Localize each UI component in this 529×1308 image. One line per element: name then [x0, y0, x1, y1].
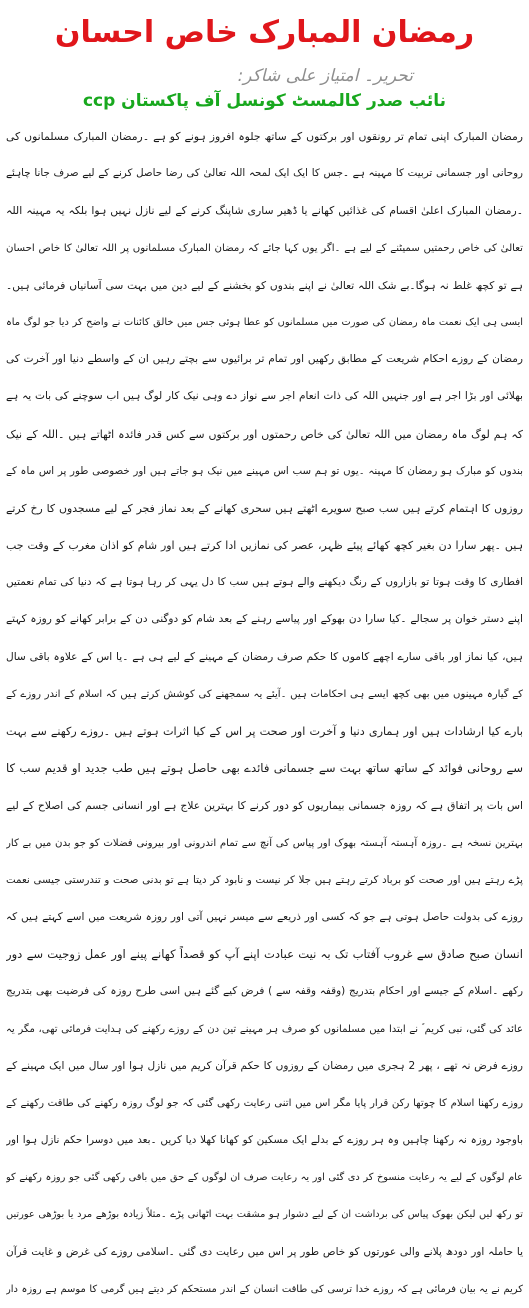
article-body-line: یا حاملہ اور دودھ پلانے والی عورتوں کو خاص طور پر اس میں رعایت دی گئی ۔اسلامی روزے کی غرض و غایت قرآن — [6, 1245, 523, 1258]
article-body-line: تو رکھ لیں لیکن بھوک پیاس کی برداشت ان کے لیے دشوار ہو مشقت بہت اٹھانی پڑے ۔مثلاً زیادہ بوڑھے مرد یا بوڑھی عورتیں — [6, 1209, 523, 1221]
article-body-line: بھلائی اور بڑا اجر ہے اور جنہیں اللہ کی ذات انعام اجر سے نواز دے وہی نیک کار لوگ ہیں اب سوچنے کی بات یہ ہے — [6, 390, 523, 403]
article-body-line: روحانی اور جسمانی تربیت کا مہینہ ہے ۔جس کا ایک ایک لمحہ اللہ تعالیٰ کی رضا حاصل کرنے کے لیے صرف جانا چاہئے — [6, 167, 523, 180]
article-body-line: روزے فرض نہ تھے ، پھر 2 ہجری میں رمضان کے روزوں کا حکم قرآن کریم میں نازل ہوا اور سال میں ایک مہینے کے — [6, 1059, 523, 1072]
article-author: تحریر۔ امتیاز علی شاکر: — [237, 66, 413, 86]
article-body-line: روزوں کا اہتمام کرتے ہیں سب صبح سویرے اٹھتے ہیں سحری کھانے کے بعد نماز فجر کے لیے مسجدوں کا رخ کرتے — [6, 501, 523, 515]
article-body-line: ہیں ۔پھر سارا دن بغیر کچھ کھائے پیئے ظہر، عصر کی نمازیں ادا کرتے ہیں اور شام کو اذان مغرب کے وقت جب — [6, 539, 523, 553]
article-body — [6, 118, 523, 1308]
article-body-line: بارے کیا ارشادات ہیں اور ہماری دنیا و آخرت اور صحت پر اس کے کیا اثرات ہوتے ہیں ۔روزے رکھنے سے بہت — [6, 725, 523, 738]
article-body-line: کہ ہم لوگ ماہ رمضان میں اللہ تعالیٰ کی خاص رحمتوں اور برکتوں سے کس قدر فائدہ اٹھاتے ہیں ۔اللہ کے نیک — [6, 427, 523, 441]
article-body-line: افطاری کا وقت ہوتا تو بازاروں کے رنگ دیکھنے والے ہوتے ہیں سب کا دل یہی کر رہا ہوتا ہے کہ دنیا کی تمام نعمتیں — [6, 576, 523, 589]
article-body-line: روزے رکھنا اسلام کا چوتھا رکن قرار پایا مگر اس میں اتنی رعایت رکھی گئی کہ جو لوگ روزہ رکھنے کی طاقت رکھنے کے — [6, 1097, 523, 1109]
article-body-line: باوجود روزہ نہ رکھنا چاہیں وہ ہر روزے کے بدلے ایک مسکین کو کھانا کھلا دیا کریں ۔بعد میں دوسرا حکم نازل ہوا اور — [6, 1134, 523, 1147]
article-body-line: عام لوگوں کے لیے یہ رعایت منسوخ کر دی گئی اور یہ رعایت صرف ان لوگوں کے حق میں باقی رکھی گئی جو روزہ رکھنے کو — [6, 1172, 523, 1184]
article-body-line: اس بات پر اتفاق ہے کہ روزہ جسمانی بیماریوں کو دور کرنے کا بہترین علاج ہے اور انسانی جسم کی اصلاح کے لیے — [6, 799, 523, 813]
article-body-line: روزے کی بدولت حاصل ہوتی ہے جو کہ کسی اور ذریعے سے میسر نہیں آتی اور روزہ شریعت میں اسے کہتے ہیں کہ — [6, 910, 523, 923]
article-body-line: ۔رمضان المبارک اعلیٰ اقسام کی غذائیں کھانے یا ڈھیر ساری شاپنگ کرنے کے لیے نازل نہیں ہوا بلکہ یہ مہینہ اللہ — [6, 204, 523, 218]
article-body-line: کے گیارہ مہینوں میں بھی کچھ ایسے ہی احکامات ہیں ۔آیئے یہ سمجھنے کی کوشش کرتے ہیں کہ اسلام کے اندر روزے کے — [6, 688, 523, 700]
article-title: رمضان المبارک خاص احسان — [54, 15, 475, 50]
article-body-line: ہے تو کچھ غلط نہ ہوگا۔بے شک اللہ تعالیٰ نے اپنے بندوں کو بخشنے کے لیے دین میں بہت سی آسانیاں فرمائی ہیں۔ — [6, 278, 523, 292]
author-designation: نائب صدر کالمسٹ کونسل آف پاکستان ccp — [82, 91, 447, 111]
article-body-line: عائد کی گئی، نبی کریم ؐ نے ابتدا میں مسلمانوں کو صرف ہر مہینے تین دن کے روزے رکھنے کی ہدایت فرمائی تھی، مگر یہ — [6, 1023, 523, 1035]
article-body-line: بہترین نسخہ ہے ۔روزہ آہستہ آہستہ بھوک اور پیاس کی آنچ سے تمام اندرونی اور بیرونی فضلات کو جو بدن میں بے کار — [6, 837, 523, 849]
article-body-line: تعالیٰ کی خاص رحمتیں سمیٹنے کے لیے ہے ۔اگر یوں کہا جائے کہ رمضان المبارک مسلمانوں پر اللہ تعالیٰ کا خاص احسان — [6, 242, 523, 254]
article-body-line: رمضان المبارک اپنی تمام تر رونقوں اور برکتوں کے ساتھ جلوہ افروز ہونے کو ہے ۔رمضان المبارک مسلمانوں کی — [6, 130, 523, 143]
article-body-line: رکھے ۔اسلام کے جیسے اور احکام بتدریج (وقفہ وقفہ سے ) فرض کیے گئے ہیں اسی طرح روزہ کی فرضیت بھی بتدریج — [6, 985, 523, 998]
article-body-line: سے روحانی فوائد کے ساتھ ساتھ بہت سے جسمانی فائدے بھی حاصل ہوتے ہیں طب جدید او قدیم سب کا — [6, 761, 523, 776]
article-body-line: پڑے رہتے ہیں اور صحت کو برباد کرتے رہتے ہیں جلا کر نیست و نابود کر دیتا ہے تو بدنی صحت و تندرستی جیسی نعمت — [6, 873, 523, 886]
article-body-line: بندوں کو مبارک ہو رمضان کا مہینہ ۔یوں تو ہم سب اس مہینے میں نیک ہو جاتے ہیں اور خصوصی طور پر اس ماہ کے — [6, 465, 523, 477]
article-body-line: رمضان کے روزے احکام شریعت کے مطابق رکھیں اور تمام تر برائیوں سے بچتے رہیں ان کے واسطے دنیا اور آخرت کی — [6, 353, 523, 366]
article-body-line: ہیں، کیا نماز اور باقی سارے اچھے کاموں کا حکم صرف رمضان کے مہینے کے لیے ہی ہے ۔یا اس کے علاوہ باقی سال — [6, 650, 523, 663]
article-body-line: کریم نے یہ بیان فرمائی ہے کہ روزے خدا ترسی کی طاقت انسان کے اندر مستحکم کر دیتے ہیں گرمی کا موسم ہے روزہ دار — [6, 1283, 523, 1295]
article-body-line: اپنے دستر خوان پر سجالے ۔کیا سارا دن بھوکے اور پیاسے رہنے کے بعد شام کو دوگنی دن کے برابر کھانے کو روزہ کہتے — [6, 613, 523, 626]
article-body-line: انسان صبح صادق سے غروب آفتاب تک بہ نیت عبادت اپنے آپ کو قصداً کھانے پینے اور عمل زوجیت سے دور — [6, 947, 523, 962]
article-body-line: ایسی ہی ایک نعمت ماہ رمضان کی صورت میں مسلمانوں کو عطا ہوئی جس میں خالق کائنات نے واضح کر دیا جو لوگ ماہ — [6, 316, 523, 328]
